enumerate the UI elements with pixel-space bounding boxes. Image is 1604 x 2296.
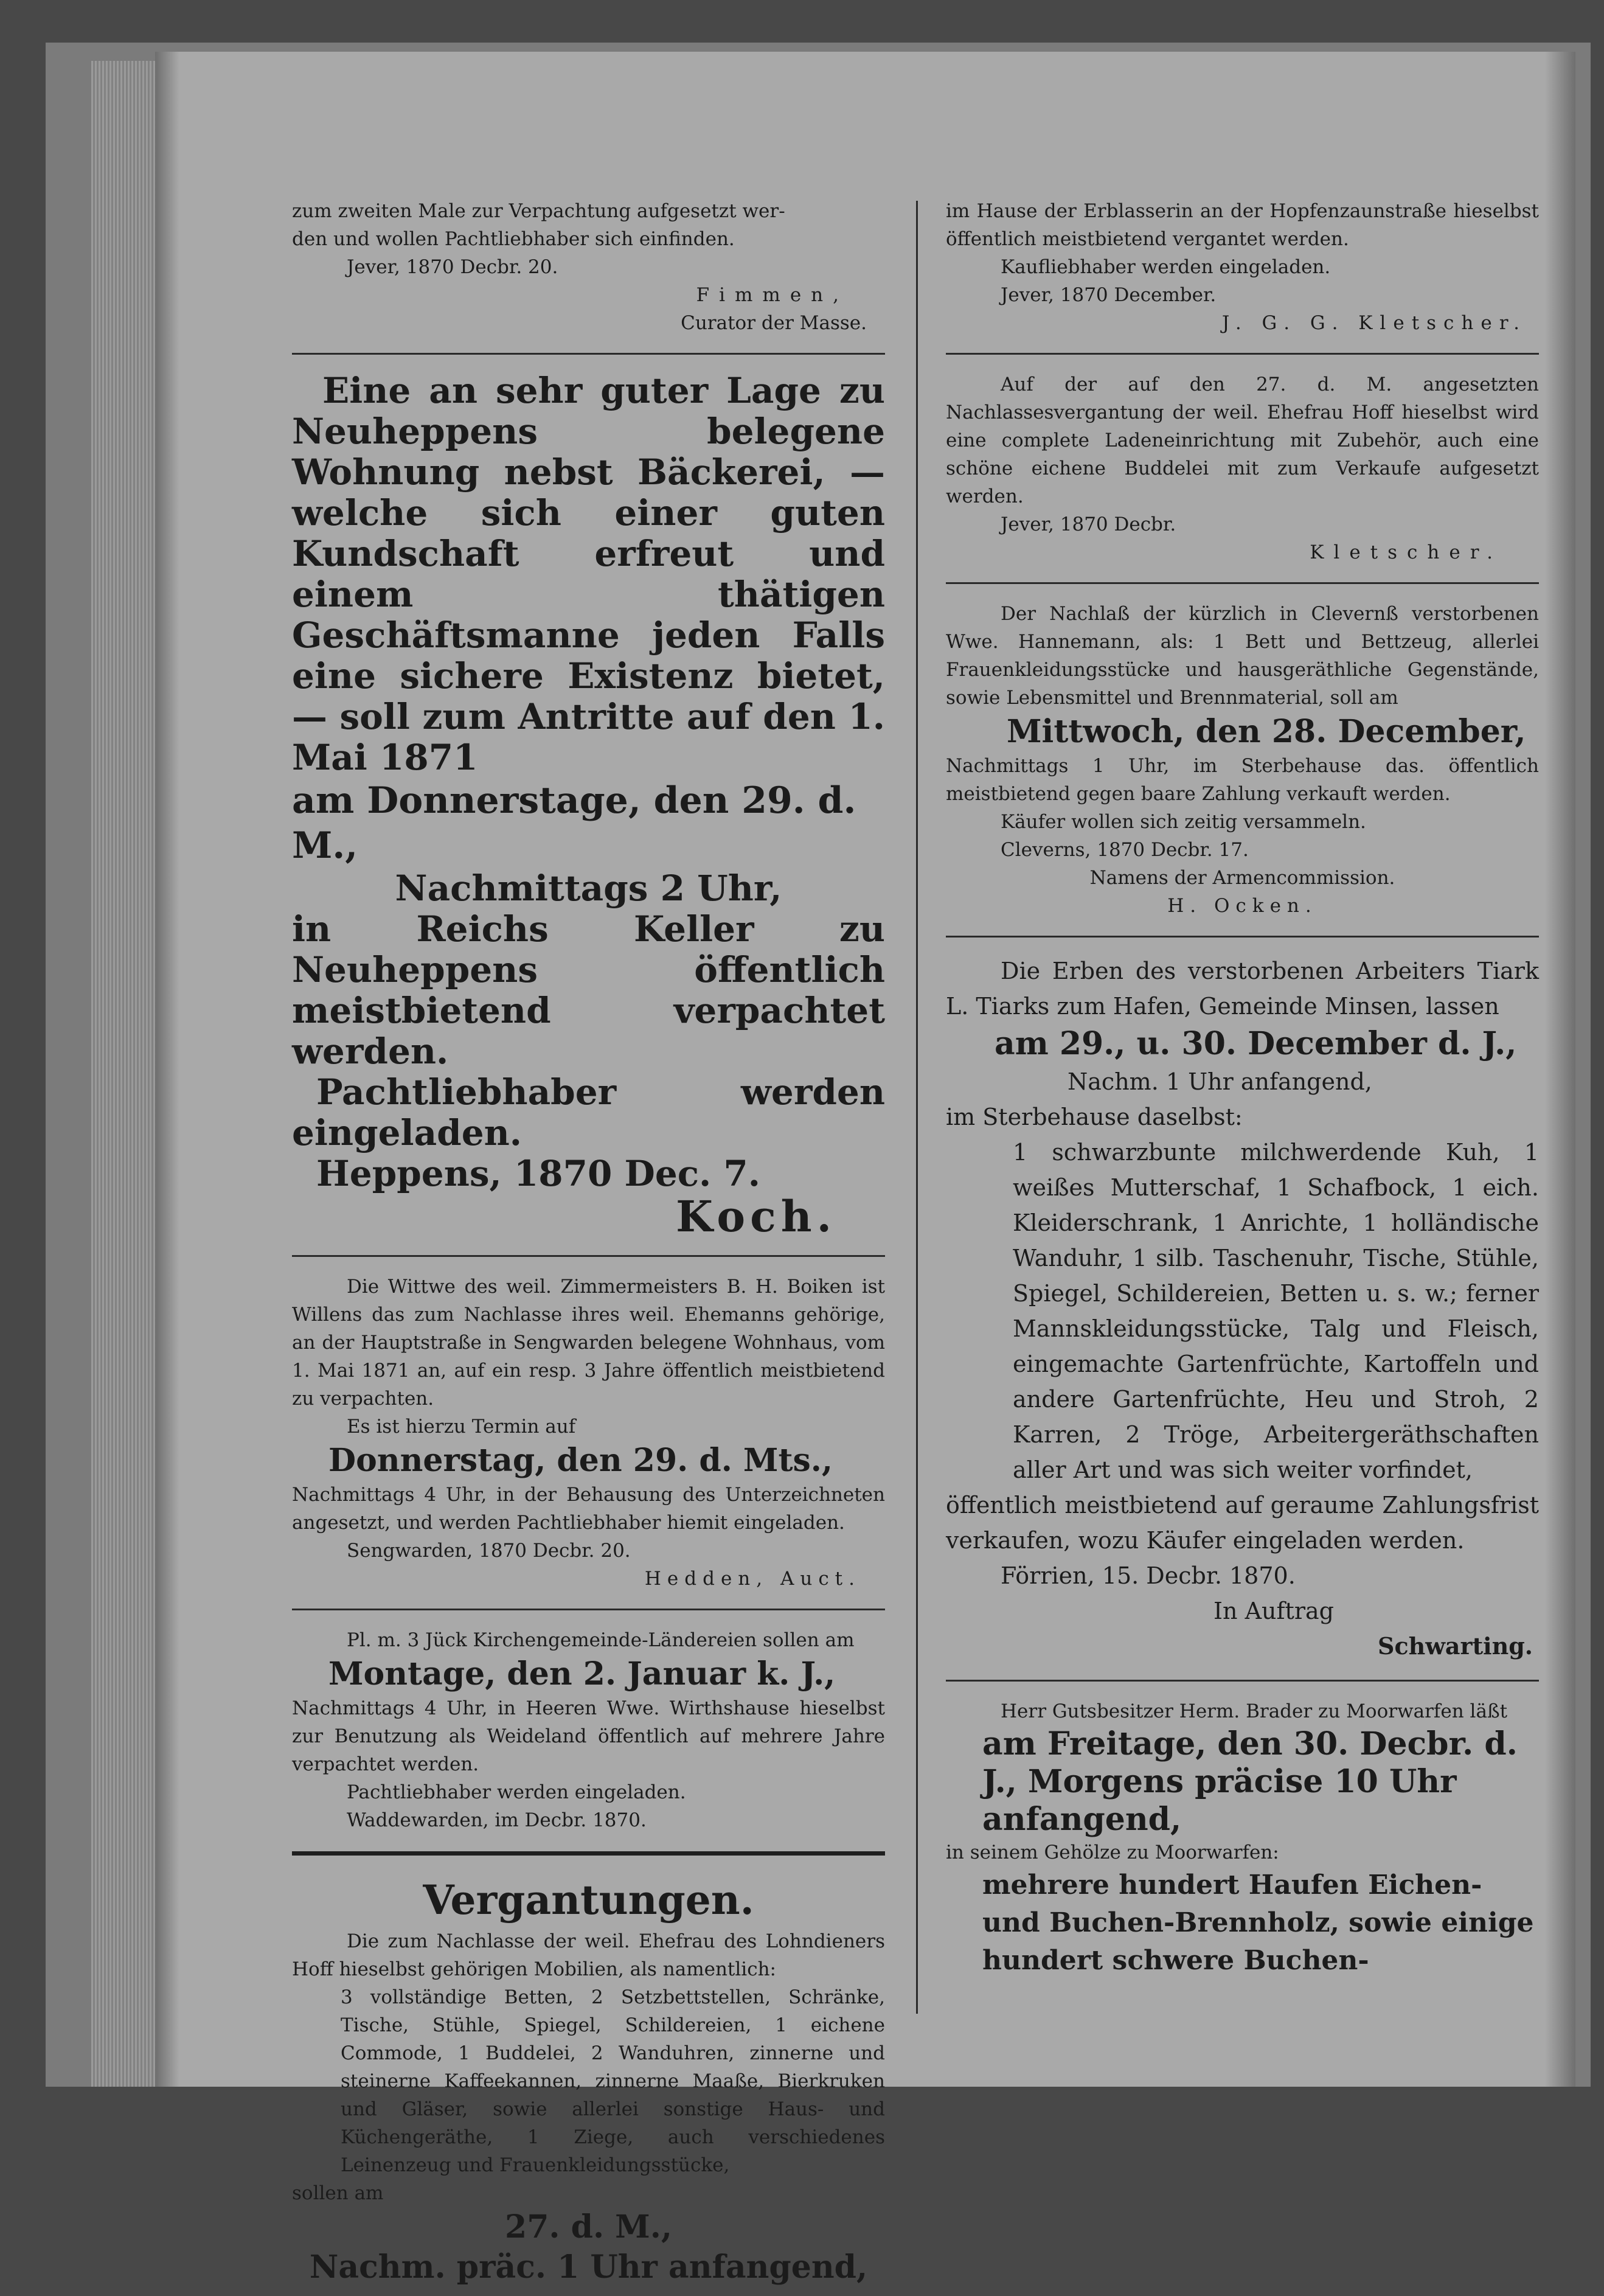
right-column — [946, 189, 1539, 1988]
ad-date: Mittwoch, den 28. December, — [1007, 713, 1526, 750]
ad-text: mehrere hundert Haufen Eichen- und Buchen-Brennholz, sowie einige hundert schwere Buchen- — [982, 1870, 1534, 1976]
ad-text: sollen am — [292, 2182, 384, 2204]
ad-office: Namens der Armencommission. — [1089, 867, 1395, 889]
ad-signature: Hedden, Auct. — [644, 1568, 861, 1590]
ad-text: in Reichs Keller zu Neuheppens öffentlich meistbietend verpachtet werden. — [292, 908, 885, 1072]
ad-text: Der Nachlaß der kürzlich in Clevernß verstorbenen Wwe. Hannemann, als: 1 Bett und Bettzeug, allerlei Frauenkleidungsstücke und hausgeräthliche Gegenstände, sowie Lebensmittel und Brennmaterial, soll am — [946, 603, 1539, 709]
ad-text: im Sterbehause daselbst: — [946, 1104, 1243, 1130]
ad-date: am Donnerstage, den 29. d. M., — [292, 779, 856, 867]
ad-text: Nachmittags 4 Uhr, in der Behausung des Unterzeichneten angesetzt, und werden Pachtliebhaber hiemit eingeladen. — [292, 1484, 885, 1534]
separator — [292, 353, 885, 355]
ad-fimmen — [292, 189, 885, 346]
ad-time: Nachm. präc. 1 Uhr anfangend, — [309, 2249, 868, 2286]
column-divider — [916, 201, 918, 2014]
ad-signature: Kletscher. — [1310, 541, 1502, 563]
ad-signature: Fimmen, — [696, 284, 849, 306]
ad-date: Jever, 1870 Decbr. 20. — [347, 256, 558, 278]
left-column — [292, 189, 885, 2296]
ad-signature: H. Ocken. — [1167, 895, 1318, 917]
ad-list: 3 vollständige Betten, 2 Setzbettstellen, Schränke, Tische, Stühle, Spiegel, Schildereien, 1 eichene Commode, 1 Buddelei, 2 Wanduhren, zinnerne und steinerne Kaffeekannen, zinnerne Maaße, Bierkruken und Gläser, sowie allerlei sonstige Haus- und Küchengeräthe, 1 Ziege, auch verschiedenes Leinenzeug und Frauenkleidungsstücke, — [341, 1986, 885, 2176]
ad-text: Herr Gutsbesitzer Herm. Brader zu Moorwarfen läßt — [1001, 1700, 1508, 1722]
ad-invite: Pachtliebhaber werden eingeladen. — [347, 1781, 686, 1803]
separator — [946, 353, 1539, 355]
page-curl-shadow — [1545, 52, 1575, 2087]
ad-time: Nachmittags 2 Uhr, — [395, 868, 782, 909]
ad-hedden — [292, 1264, 885, 1601]
ad-place: Jever, 1870 December. — [1001, 284, 1217, 306]
separator — [946, 1680, 1539, 1682]
ad-koch — [292, 362, 885, 1248]
ad-place: Heppens, 1870 Dec. 7. — [316, 1153, 760, 1194]
ad-termin: Es ist hierzu Termin auf — [347, 1416, 576, 1438]
ad-date: am Freitage, den 30. Decbr. d. J., Morgens präcise 10 Uhr anfangend, — [982, 1725, 1518, 1838]
ad-text: Eine an sehr guter Lage zu Neuheppens belegene Wohnung nebst Bäckerei, — welche sich einer guten Kundschaft erfreut und einem thätigen Geschäftsmanne jeden Falls eine sichere Existenz bietet, — soll zum Antritte auf den 1. Mai 1871 — [292, 370, 885, 778]
ad-text: Die zum Nachlasse der weil. Ehefrau des Lohndieners Hoff hieselbst gehörigen Mobilien, als namentlich: — [292, 1930, 885, 1980]
ad-time: Nachm. 1 Uhr anfangend, — [1068, 1068, 1372, 1095]
ad-brader — [946, 1689, 1539, 1988]
ad-date: am 29., u. 30. December d. J., — [995, 1025, 1517, 1062]
ad-schwarting — [946, 945, 1539, 1672]
ad-auftrag: In Auftrag — [1213, 1598, 1334, 1624]
ad-place: in seinem Gehölze zu Moorwarfen: — [946, 1842, 1279, 1863]
ad-line: zum zweiten Male zur Verpachtung aufgesetzt wer- — [292, 200, 785, 222]
ad-text: Auf der auf den 27. d. M. angesetzten Nachlassesvergantung der weil. Ehefrau Hoff hieselbst wird eine complete Ladeneinrichtung mit Zubehör, auch eine schöne eichene Buddelei mit zum Verkaufe aufgesetzt werden. — [946, 374, 1539, 507]
ad-text: Pl. m. 3 Jück Kirchengemeinde-Ländereien sollen am — [347, 1629, 855, 1651]
ad-waddewarden — [292, 1618, 885, 1843]
ad-invite: Pachtliebhaber werden eingeladen. — [292, 1071, 885, 1153]
ad-text: Die Erben des verstorbenen Arbeiters Tiark L. Tiarks zum Hafen, Gemeinde Minsen, lassen — [946, 958, 1539, 1020]
ad-signature: Schwarting. — [1378, 1632, 1533, 1660]
gutter-shadow — [155, 52, 179, 2087]
ad-invite: Kaufliebhaber werden eingeladen. — [1001, 256, 1331, 278]
page-edges — [91, 61, 158, 2087]
separator — [292, 1255, 885, 1257]
ad-invite: Käufer wollen sich zeitig versammeln. — [1001, 811, 1366, 833]
ad-role: Curator der Masse. — [681, 312, 867, 334]
ad-text: Die Wittwe des weil. Zimmermeisters B. H. Boiken ist Willens das zum Nachlasse ihres weil. Ehemanns gehörige, an der Hauptstraße in Sengwarden belegene Wohnhaus, vom 1. Mai 1871 an, auf ein resp. 3 Jahre öffentlich meistbietend zu verpachten. — [292, 1276, 885, 1410]
ad-text: öffentlich meistbietend auf geraume Zahlungsfrist verkaufen, wozu Käufer eingeladen werden. — [946, 1492, 1539, 1554]
ad-place: Cleverns, 1870 Decbr. 17. — [1001, 839, 1249, 861]
separator — [946, 582, 1539, 584]
ad-text: Nachmittags 1 Uhr, im Sterbehause das. öffentlich meistbietend gegen baare Zahlung verkauft werden. — [946, 755, 1539, 805]
ad-place: Jever, 1870 Decbr. — [1001, 513, 1176, 535]
ad-place: Förrien, 15. Decbr. 1870. — [1001, 1562, 1296, 1589]
ad-ocken — [946, 591, 1539, 928]
ad-place: Sengwarden, 1870 Decbr. 20. — [347, 1540, 631, 1562]
ad-date: Donnerstag, den 29. d. Mts., — [328, 1442, 833, 1479]
section-heading: Vergantungen. — [423, 1876, 754, 1924]
ad-kletscher-1 — [946, 189, 1539, 346]
ad-date: 27. d. M., — [505, 2208, 672, 2246]
ad-kletscher-2 — [946, 362, 1539, 575]
ad-text: Nachmittags 4 Uhr, in Heeren Wwe. Wirthshause hieselbst zur Benutzung als Weideland öffentlich auf mehrere Jahre verpachtet werden. — [292, 1697, 885, 1775]
ad-line: den und wollen Pachtliebhaber sich einfinden. — [292, 228, 735, 250]
ad-date: Montage, den 2. Januar k. J., — [328, 1655, 836, 1692]
separator — [946, 936, 1539, 938]
ad-text: im Hause der Erblasserin an der Hopfenzaunstraße hieselbst öffentlich meistbietend vergantet werden. — [946, 200, 1539, 250]
ad-signature: Koch. — [676, 1191, 836, 1242]
ad-place: Waddewarden, im Decbr. 1870. — [347, 1809, 647, 1831]
ad-vergantungen — [292, 1864, 885, 2296]
ad-list: 1 schwarzbunte milchwerdende Kuh, 1 weißes Mutterschaf, 1 Schafbock, 1 eich. Kleiderschrank, 1 Anrichte, 1 holländische Wanduhr, 1 silb. Taschenuhr, Tische, Stühle, Spiegel, Schildereien, Betten u. s. w.; ferner Mannskleidungsstücke, Talg und Fleisch, eingemachte Gartenfrüchte, Kartoffeln und andere Gartenfrüchte, Heu und Stroh, 2 Karren, 2 Tröge, Arbeitergeräthschaften aller Art und was sich weiter vorfindet, — [1013, 1139, 1539, 1483]
section-separator — [292, 1851, 885, 1856]
ad-signature: J. G. G. Kletscher. — [1221, 312, 1527, 334]
separator — [292, 1609, 885, 1610]
